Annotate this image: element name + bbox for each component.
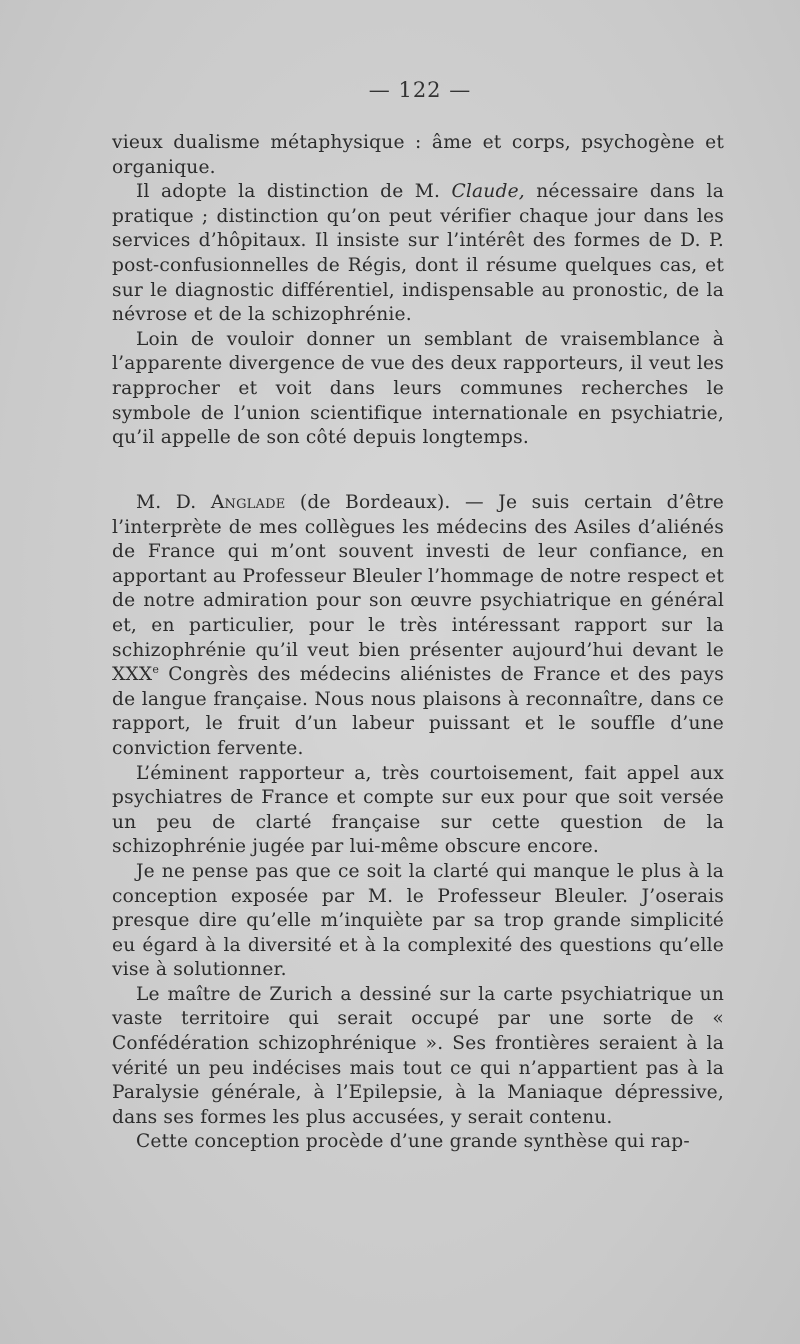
paragraph: Cette conception procède d’une grande synthèse qui rap-	[136, 1131, 690, 1153]
paragraph: L’éminent rapporteur a, très courtoisement, fait appel aux psychiatres de France et compte sur eux pour que soit versée un peu de clarté française sur cette question de la schizophrénie jugée par lui-même obscure encore.	[112, 762, 724, 858]
paragraph	[112, 491, 724, 762]
text-run: nécessaire dans la pratique ; distinction qu’on peut vérifier chaque jour dans les services d’hôpitaux. Il insiste sur l’intérêt des formes de D. P. post-confusionnelles de Régis, dont il résume quelques cas, et sur le diagnostic différentiel, indispensable au pronostic, de la névrose et de la schizophrénie.	[112, 181, 724, 326]
speaker-name: Anglade	[210, 492, 286, 513]
ordinal-superscript: e	[152, 662, 160, 676]
paragraph: Je ne pense pas que ce soit la clarté qui manque le plus à la conception exposée par M. le Professeur Bleuler. J’oserais presque dire qu’elle m’inquiète par sa trop grande simplicité eu égard à la diversité et à la complexité des questions qu’elle vise à solutionner.	[112, 860, 724, 981]
paragraph: Le maître de Zurich a dessiné sur la carte psychiatrique un vaste territoire qui serait occupé par une sorte de « Confédération schizophrénique ». Ses frontières seraient à la vérité un peu indécises mais tout ce qui n’appartient pas à la Paralysie générale, à l’Epilepsie, à la Maniaque dépressive, dans ses formes les plus accusées, y serait contenu.	[112, 983, 724, 1128]
text-run: Je suis certain d’être l’interprète de mes collègues les médecins des Asiles d’aliénés de France qui m’ont souvent investi de leur confiance, en apportant au Professeur Bleuler l’hommage de notre respect et de notre admiration pour son œuvre psychiatrique en général et, en particulier, pour le très intéressant rapport sur la schizophrénie qu’il veut bien présenter aujourd’hui devant le XXX	[112, 492, 724, 686]
speaker-affiliation: (de Bordeaux). —	[285, 492, 499, 513]
paragraph: Loin de vouloir donner un semblant de vraisemblance à l’apparente divergence de vue des deux rapporteurs, il veut les rapprocher et voit dans leurs communes recherches le symbole de l’union scientifique internationale en psychiatrie, qu’il appelle de son côté depuis longtemps.	[112, 328, 724, 449]
paragraph: vieux dualisme métaphysique : âme et corps, psychogène et organique.	[112, 132, 724, 178]
text-block-discussion	[112, 131, 724, 451]
person-name-claude: Claude,	[451, 181, 525, 203]
text-block-anglade	[112, 491, 724, 1155]
page-number: — 122 —	[368, 78, 472, 102]
text-run: Il adopte la distinction de M.	[136, 181, 452, 203]
paragraph	[112, 180, 724, 328]
text-run: Congrès des médecins aliénistes de France et des pays de langue française. Nous nous plaisons à reconnaître, dans ce rapport, le fruit d’un labeur puissant et le souffle d’une conviction fervente.	[112, 664, 724, 759]
speaker-prefix: M. D.	[136, 492, 211, 513]
